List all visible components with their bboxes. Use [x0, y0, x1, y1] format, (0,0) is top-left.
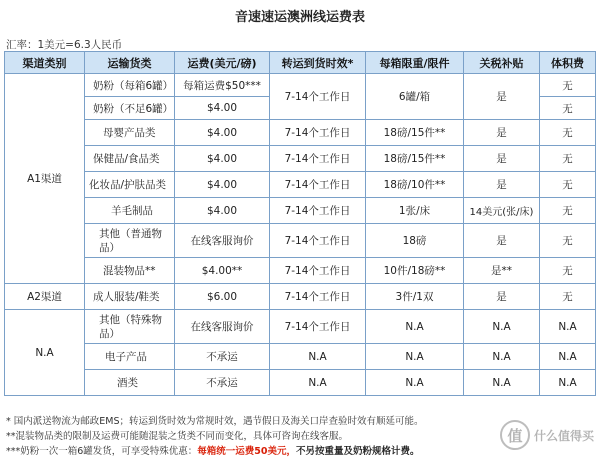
volume-cell: 无: [540, 172, 596, 198]
footnote-1: * 国内派送物流为邮政EMS；转运到货时效为常规时效，遇节假日及海关口岸查验时效有顺延可能。: [6, 416, 424, 427]
watermark-text: 什么值得买: [533, 428, 594, 443]
header-volume: 体积费: [540, 52, 596, 74]
volume-cell: N.A: [540, 344, 596, 370]
table-row: [5, 146, 596, 172]
fee-cell: 在线客服询价: [175, 310, 270, 344]
time-cell: 7-14个工作日: [270, 310, 366, 344]
table-row: [5, 224, 596, 258]
shipping-fee-table: [4, 51, 596, 396]
fee-cell: $4.00: [175, 97, 270, 120]
tax-cell: 14美元(张/床): [464, 198, 540, 224]
header-limit: 每箱限重/限件: [366, 52, 464, 74]
limit-cell: N.A: [366, 310, 464, 344]
limit-cell: 18磅: [366, 224, 464, 258]
volume-cell: 无: [540, 120, 596, 146]
fee-cell: $4.00: [175, 120, 270, 146]
footnote-3-emphasis: 不另按重量及奶粉规格计费。: [296, 446, 420, 457]
tax-cell: 是: [464, 284, 540, 310]
tax-cell: N.A: [464, 310, 540, 344]
tax-cell: 是: [464, 224, 540, 258]
limit-cell: 1张/床: [366, 198, 464, 224]
header-time: 转运到货时效*: [270, 52, 366, 74]
footnote-3-intro: ***奶粉一次一箱6罐发货，可享受特殊优惠：: [6, 446, 198, 457]
volume-cell: 无: [540, 74, 596, 97]
goods-cell: 混装物品**: [85, 258, 175, 284]
volume-cell: 无: [540, 224, 596, 258]
limit-cell: N.A: [366, 370, 464, 396]
exchange-rate: 汇率：1美元=6.3人民币: [6, 39, 123, 51]
goods-cell: 奶粉（每箱6罐）: [85, 74, 175, 97]
time-cell: N.A: [270, 370, 366, 396]
tax-cell: N.A: [464, 344, 540, 370]
limit-cell: 18磅/15件**: [366, 146, 464, 172]
time-cell: N.A: [270, 344, 366, 370]
tax-cell: 是: [464, 146, 540, 172]
volume-cell: 无: [540, 258, 596, 284]
limit-cell: 18磅/10件**: [366, 172, 464, 198]
table-row: [5, 344, 596, 370]
header-goods: 运输货类: [85, 52, 175, 74]
volume-cell: 无: [540, 97, 596, 120]
header-fee: 运费(美元/磅): [175, 52, 270, 74]
time-cell: 7-14个工作日: [270, 284, 366, 310]
page-title: 音速速运澳洲线运费表: [234, 10, 365, 25]
volume-cell: N.A: [540, 370, 596, 396]
goods-cell: 化妆品/护肤品类: [85, 172, 175, 198]
table-row: [5, 120, 596, 146]
goods-cell: 其他（特殊物品）: [85, 310, 175, 344]
channel-na: N.A: [5, 310, 85, 396]
tax-cell: 是: [464, 172, 540, 198]
limit-cell: 6罐/箱: [366, 74, 464, 120]
time-cell: 7-14个工作日: [270, 172, 366, 198]
goods-cell: 羊毛制品: [85, 198, 175, 224]
table-row: [5, 74, 596, 97]
goods-cell: 保健品/食品类: [85, 146, 175, 172]
fee-cell: 在线客服询价: [175, 224, 270, 258]
limit-cell: N.A: [366, 344, 464, 370]
fee-cell: 不承运: [175, 344, 270, 370]
tax-cell: 是: [464, 74, 540, 120]
time-cell: 7-14个工作日: [270, 224, 366, 258]
watermark: [500, 420, 594, 450]
fee-cell: $6.00: [175, 284, 270, 310]
goods-cell: 母婴产品类: [85, 120, 175, 146]
fee-cell: $4.00**: [175, 258, 270, 284]
volume-cell: 无: [540, 284, 596, 310]
tax-cell: 是**: [464, 258, 540, 284]
time-cell: 7-14个工作日: [270, 74, 366, 120]
table-row: [5, 310, 596, 344]
goods-cell: 电子产品: [85, 344, 175, 370]
limit-cell: 10件/18磅**: [366, 258, 464, 284]
limit-cell: 18磅/15件**: [366, 120, 464, 146]
volume-cell: 无: [540, 146, 596, 172]
footnote-3-highlight: 每箱统一运费50美元，: [197, 446, 297, 457]
time-cell: 7-14个工作日: [270, 146, 366, 172]
table-row: [5, 284, 596, 310]
volume-cell: 无: [540, 198, 596, 224]
tax-cell: N.A: [464, 370, 540, 396]
footnotes: [6, 414, 566, 459]
goods-cell: 其他（普通物品）: [85, 224, 175, 258]
fee-cell: $4.00: [175, 146, 270, 172]
header-tax: 关税补贴: [464, 52, 540, 74]
header-channel: 渠道类别: [5, 52, 85, 74]
channel-a2: A2渠道: [5, 284, 85, 310]
time-cell: 7-14个工作日: [270, 120, 366, 146]
fee-cell: 不承运: [175, 370, 270, 396]
goods-cell: 酒类: [85, 370, 175, 396]
table-row: [5, 258, 596, 284]
channel-a1: A1渠道: [5, 74, 85, 284]
footnote-3: [6, 444, 566, 459]
goods-cell: 奶粉（不足6罐）: [85, 97, 175, 120]
limit-cell: 3件/1双: [366, 284, 464, 310]
time-cell: 7-14个工作日: [270, 258, 366, 284]
table-row: [5, 370, 596, 396]
watermark-logo-icon: 值: [500, 420, 530, 450]
fee-cell: 每箱运费$50***: [175, 74, 270, 97]
fee-cell: $4.00: [175, 198, 270, 224]
footnote-2: **混装物品类的限制及运费可能随混装之货类不同而变化，具体可咨询在线客服。: [6, 431, 349, 442]
time-cell: 7-14个工作日: [270, 198, 366, 224]
table-row: [5, 198, 596, 224]
goods-cell: 成人服装/鞋类: [85, 284, 175, 310]
tax-cell: 是: [464, 120, 540, 146]
fee-cell: $4.00: [175, 172, 270, 198]
table-header-row: [5, 52, 596, 74]
table-row: [5, 172, 596, 198]
volume-cell: N.A: [540, 310, 596, 344]
